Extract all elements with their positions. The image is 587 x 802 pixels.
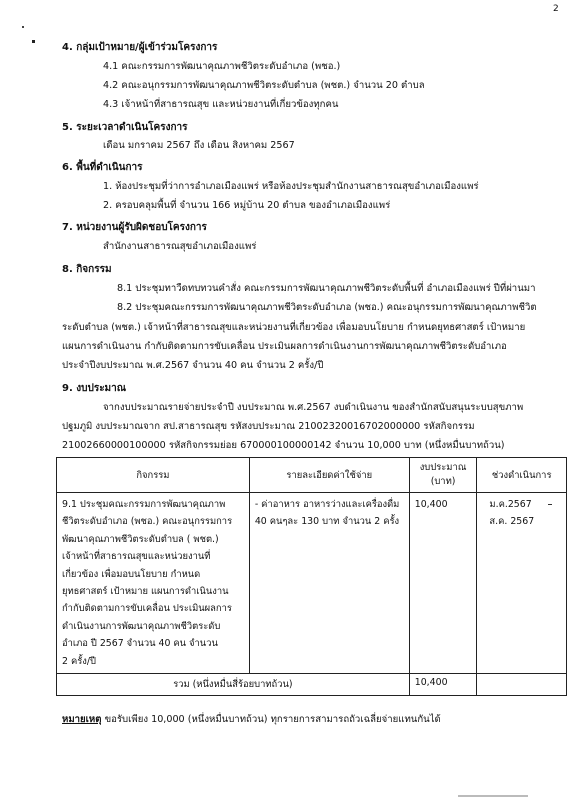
- table-total-value: 10,400: [409, 674, 477, 696]
- activity-line: อำเภอ ปี 2567 จำนวน 40 คน จำนวน: [62, 638, 218, 650]
- section-8-paragraph-1: 8.1 ประชุมทาวืดทบทวนคำสั่ง คณะกรรมการพัฒนาคุณภาพชีวิตระดับพื้นที่ อำเภอเมืองแพร่ ปีที่ผ่านมา: [117, 283, 536, 294]
- section-9-line: จากงบประมาณรายจ่ายประจำปี งบประมาณ พ.ศ.2567 งบดำเนินงาน ของสำนักสนับสนุนระบบสุขภาพ: [103, 402, 524, 413]
- section-8-paragraph-2-line: ระดับตำบล (พชต.) เจ้าหน้าที่สาธารณสุขและหน่วยงานที่เกี่ยวข้อง เพื่อมอบนโยบาย กำหนดยุทธศาสตร์ เป้าหมาย: [62, 322, 526, 333]
- activity-line: เกี่ยวข้อง เพื่อมอบนโยบาย กำหนด: [62, 568, 201, 580]
- section-7-heading: 7. หน่วยงานผู้รับผิดชอบโครงการ: [62, 222, 207, 233]
- activity-line: เจ้าหน้าที่สาธารณสุขและหน่วยงานที่: [62, 551, 211, 563]
- activity-line: 9.1 ประชุมคณะกรรมการพัฒนาคุณภาพ: [62, 499, 226, 510]
- section-5-heading: 5. ระยะเวลาดำเนินโครงการ: [62, 122, 188, 133]
- period-line: ส.ค. 2567: [489, 516, 535, 528]
- scan-line: [458, 795, 528, 797]
- table-total-row: [57, 674, 567, 696]
- table-header-row: [57, 458, 567, 493]
- scan-speck: [22, 26, 24, 28]
- section-8-heading: 8. กิจกรรม: [62, 264, 112, 275]
- table-header-budget-line: (บาท): [430, 476, 456, 487]
- section-8-paragraph-2-line: แผนการดำเนินงาน กำกับติดตามการขับเคลื่อน ประเมินผลการดำเนินงานการพัฒนาคุณภาพชีวิตระดับอำเภอ: [62, 341, 507, 352]
- table-header-budget-line: งบประมาณ: [419, 462, 467, 473]
- section-9-line: 21002660000100000 รหัสกิจกรรมย่อย 670000100000142 จำนวน 10,000 บาท (หนึ่งหมื่นบาทถ้วน): [62, 440, 505, 451]
- table-cell-period: [477, 493, 567, 674]
- detail-line: 40 คนๆละ 130 บาท จำนวน 2 ครั้ง: [254, 516, 400, 528]
- table-header-budget: [409, 458, 477, 493]
- section-6-heading: 6. พื้นที่ดำเนินการ: [62, 162, 143, 173]
- budget-value: 10,400: [414, 499, 448, 510]
- dash-mark: [548, 504, 552, 505]
- section-9-line: ปฐมภูมิ งบประมาณจาก สป.สาธารณสุข รหัสงบประมาณ 21002320016702000000 รหัสกิจกรรม: [62, 421, 475, 432]
- activity-line: กำกับติดตามการขับเคลื่อน ประเมินผลการ: [62, 603, 232, 615]
- section-5-text: เดือน มกราคม 2567 ถึง เดือน สิงหาคม 2567: [103, 140, 295, 151]
- note-text: ขอรับเพียง 10,000 (หนึ่งหมื่นบาทถ้วน) ทุกรายการสามารถถัวเฉลี่ยจ่ายแทนกันได้: [104, 714, 441, 725]
- budget-table: [56, 457, 567, 696]
- detail-line: - ค่าอาหาร อาหารว่างและเครื่องดื่ม: [254, 499, 400, 510]
- table-total-label: รวม (หนึ่งหมื่นสี่ร้อยบาทถ้วน): [57, 674, 410, 696]
- table-cell-budget: [409, 493, 477, 674]
- table-header-activity: กิจกรรม: [57, 458, 250, 493]
- section-9-heading: 9. งบประมาณ: [62, 383, 127, 394]
- scan-speck: [32, 40, 35, 43]
- section-4-item: 4.1 คณะกรรมการพัฒนาคุณภาพชีวิตระดับอำเภอ (พชอ.): [103, 61, 341, 72]
- activity-line: พัฒนาคุณภาพชีวิตระดับตำบล ( พชต.): [62, 533, 219, 545]
- activity-line: ชีวิตระดับอำเภอ (พชอ.) คณะอนุกรรมการ: [62, 516, 233, 528]
- table-total-empty: [477, 674, 567, 696]
- section-4-item: 4.3 เจ้าหน้าที่สาธารณสุข และหน่วยงานที่เกี่ยวข้องทุกคน: [103, 99, 339, 110]
- note: [62, 712, 441, 727]
- table-cell-detail: [249, 493, 409, 674]
- note-label: หมายเหตุ: [62, 714, 102, 725]
- section-8-paragraph-2-line: 8.2 ประชุมคณะกรรมการพัฒนาคุณภาพชีวิตระดับอำเภอ (พชอ.) คณะอนุกรรมการพัฒนาคุณภาพชีวิต: [117, 302, 537, 313]
- table-row: [57, 493, 567, 674]
- section-6-item: 1. ห้องประชุมที่ว่าการอำเภอเมืองแพร่ หรือห้องประชุมสำนักงานสาธารณสุขอำเภอเมืองแพร่: [103, 181, 479, 192]
- page-number: 2: [553, 4, 559, 14]
- section-7-text: สำนักงานสาธารณสุขอำเภอเมืองแพร่: [103, 241, 257, 252]
- activity-line: 2 ครั้ง/ปี: [62, 655, 96, 667]
- table-header-period: ช่วงดำเนินการ: [477, 458, 567, 493]
- activity-line: ดำเนินงานการพัฒนาคุณภาพชีวิตระดับ: [62, 620, 221, 632]
- section-4-item: 4.2 คณะอนุกรรมการพัฒนาคุณภาพชีวิตระดับตำบล (พชต.) จำนวน 20 ตำบล: [103, 80, 425, 91]
- activity-line: ยุทธศาสตร์ เป้าหมาย แผนการดำเนินงาน: [62, 586, 229, 598]
- section-8-paragraph-2-line: ประจำปีงบประมาณ พ.ศ.2567 จำนวน 40 คน จำนวน 2 ครั้ง/ปี: [62, 360, 324, 371]
- table-header-detail: รายละเอียดค่าใช้จ่าย: [249, 458, 409, 493]
- section-4-heading: 4. กลุ่มเป้าหมาย/ผู้เข้าร่วมโครงการ: [62, 42, 218, 53]
- period-line: ม.ค.2567: [489, 499, 532, 510]
- table-cell-activity: [57, 493, 250, 674]
- section-6-item: 2. ครอบคลุมพื้นที่ จำนวน 166 หมู่บ้าน 20 ตำบล ของอำเภอเมืองแพร่: [103, 200, 391, 211]
